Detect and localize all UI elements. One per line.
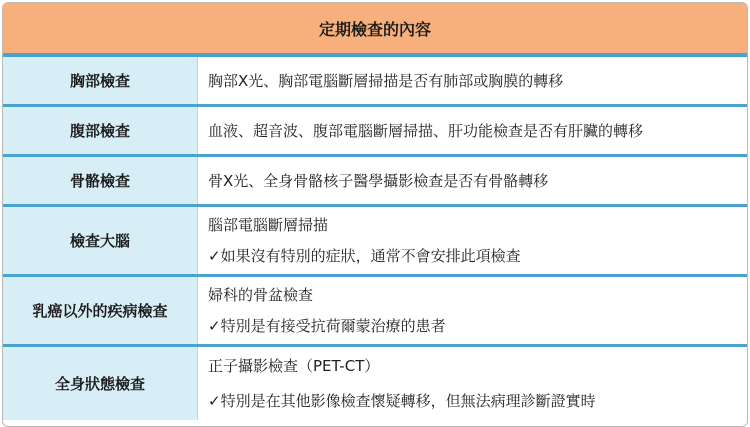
content-text: 胸部X光、胸部電腦斷層掃描是否有肺部或胸膜的轉移 bbox=[208, 71, 564, 90]
row-content bbox=[198, 157, 747, 204]
content-text: 血液、超音波、腹部電腦斷層掃描、肝功能檢查是否有肝臟的轉移 bbox=[208, 121, 644, 140]
row-label: 胸部檢查 bbox=[3, 57, 198, 104]
row-content bbox=[198, 107, 747, 154]
row-content bbox=[198, 207, 747, 274]
table-row bbox=[3, 277, 747, 347]
content-text: 正子攝影檢查（PET-CT） bbox=[208, 357, 380, 376]
content-note: ✓特別是有接受抗荷爾蒙治療的患者 bbox=[208, 317, 446, 336]
table-row bbox=[3, 207, 747, 277]
row-content bbox=[198, 277, 747, 344]
row-label: 骨骼檢查 bbox=[3, 157, 198, 204]
row-label: 乳癌以外的疾病檢查 bbox=[3, 277, 198, 344]
content-text: 婦科的骨盆檢查 bbox=[208, 285, 314, 304]
table-row bbox=[3, 157, 747, 207]
exam-table bbox=[2, 2, 748, 427]
content-note: ✓如果沒有特別的症狀，通常不會安排此項檢查 bbox=[208, 247, 521, 266]
row-content bbox=[198, 347, 747, 420]
table-title: 定期檢查的內容 bbox=[3, 3, 747, 57]
content-text: 腦部電腦斷層掃描 bbox=[208, 215, 329, 234]
table-row bbox=[3, 347, 747, 420]
content-note: ✓特別是在其他影像檢查懷疑轉移，但無法病理診斷證實時 bbox=[208, 391, 596, 410]
row-label: 全身狀態檢查 bbox=[3, 347, 198, 420]
content-text: 骨X光、全身骨骼核子醫學攝影檢查是否有骨骼轉移 bbox=[208, 171, 549, 190]
row-label: 檢查大腦 bbox=[3, 207, 198, 274]
table-body bbox=[3, 57, 747, 426]
table-row bbox=[3, 107, 747, 157]
row-label: 腹部檢查 bbox=[3, 107, 198, 154]
row-content bbox=[198, 57, 747, 104]
table-row bbox=[3, 57, 747, 107]
